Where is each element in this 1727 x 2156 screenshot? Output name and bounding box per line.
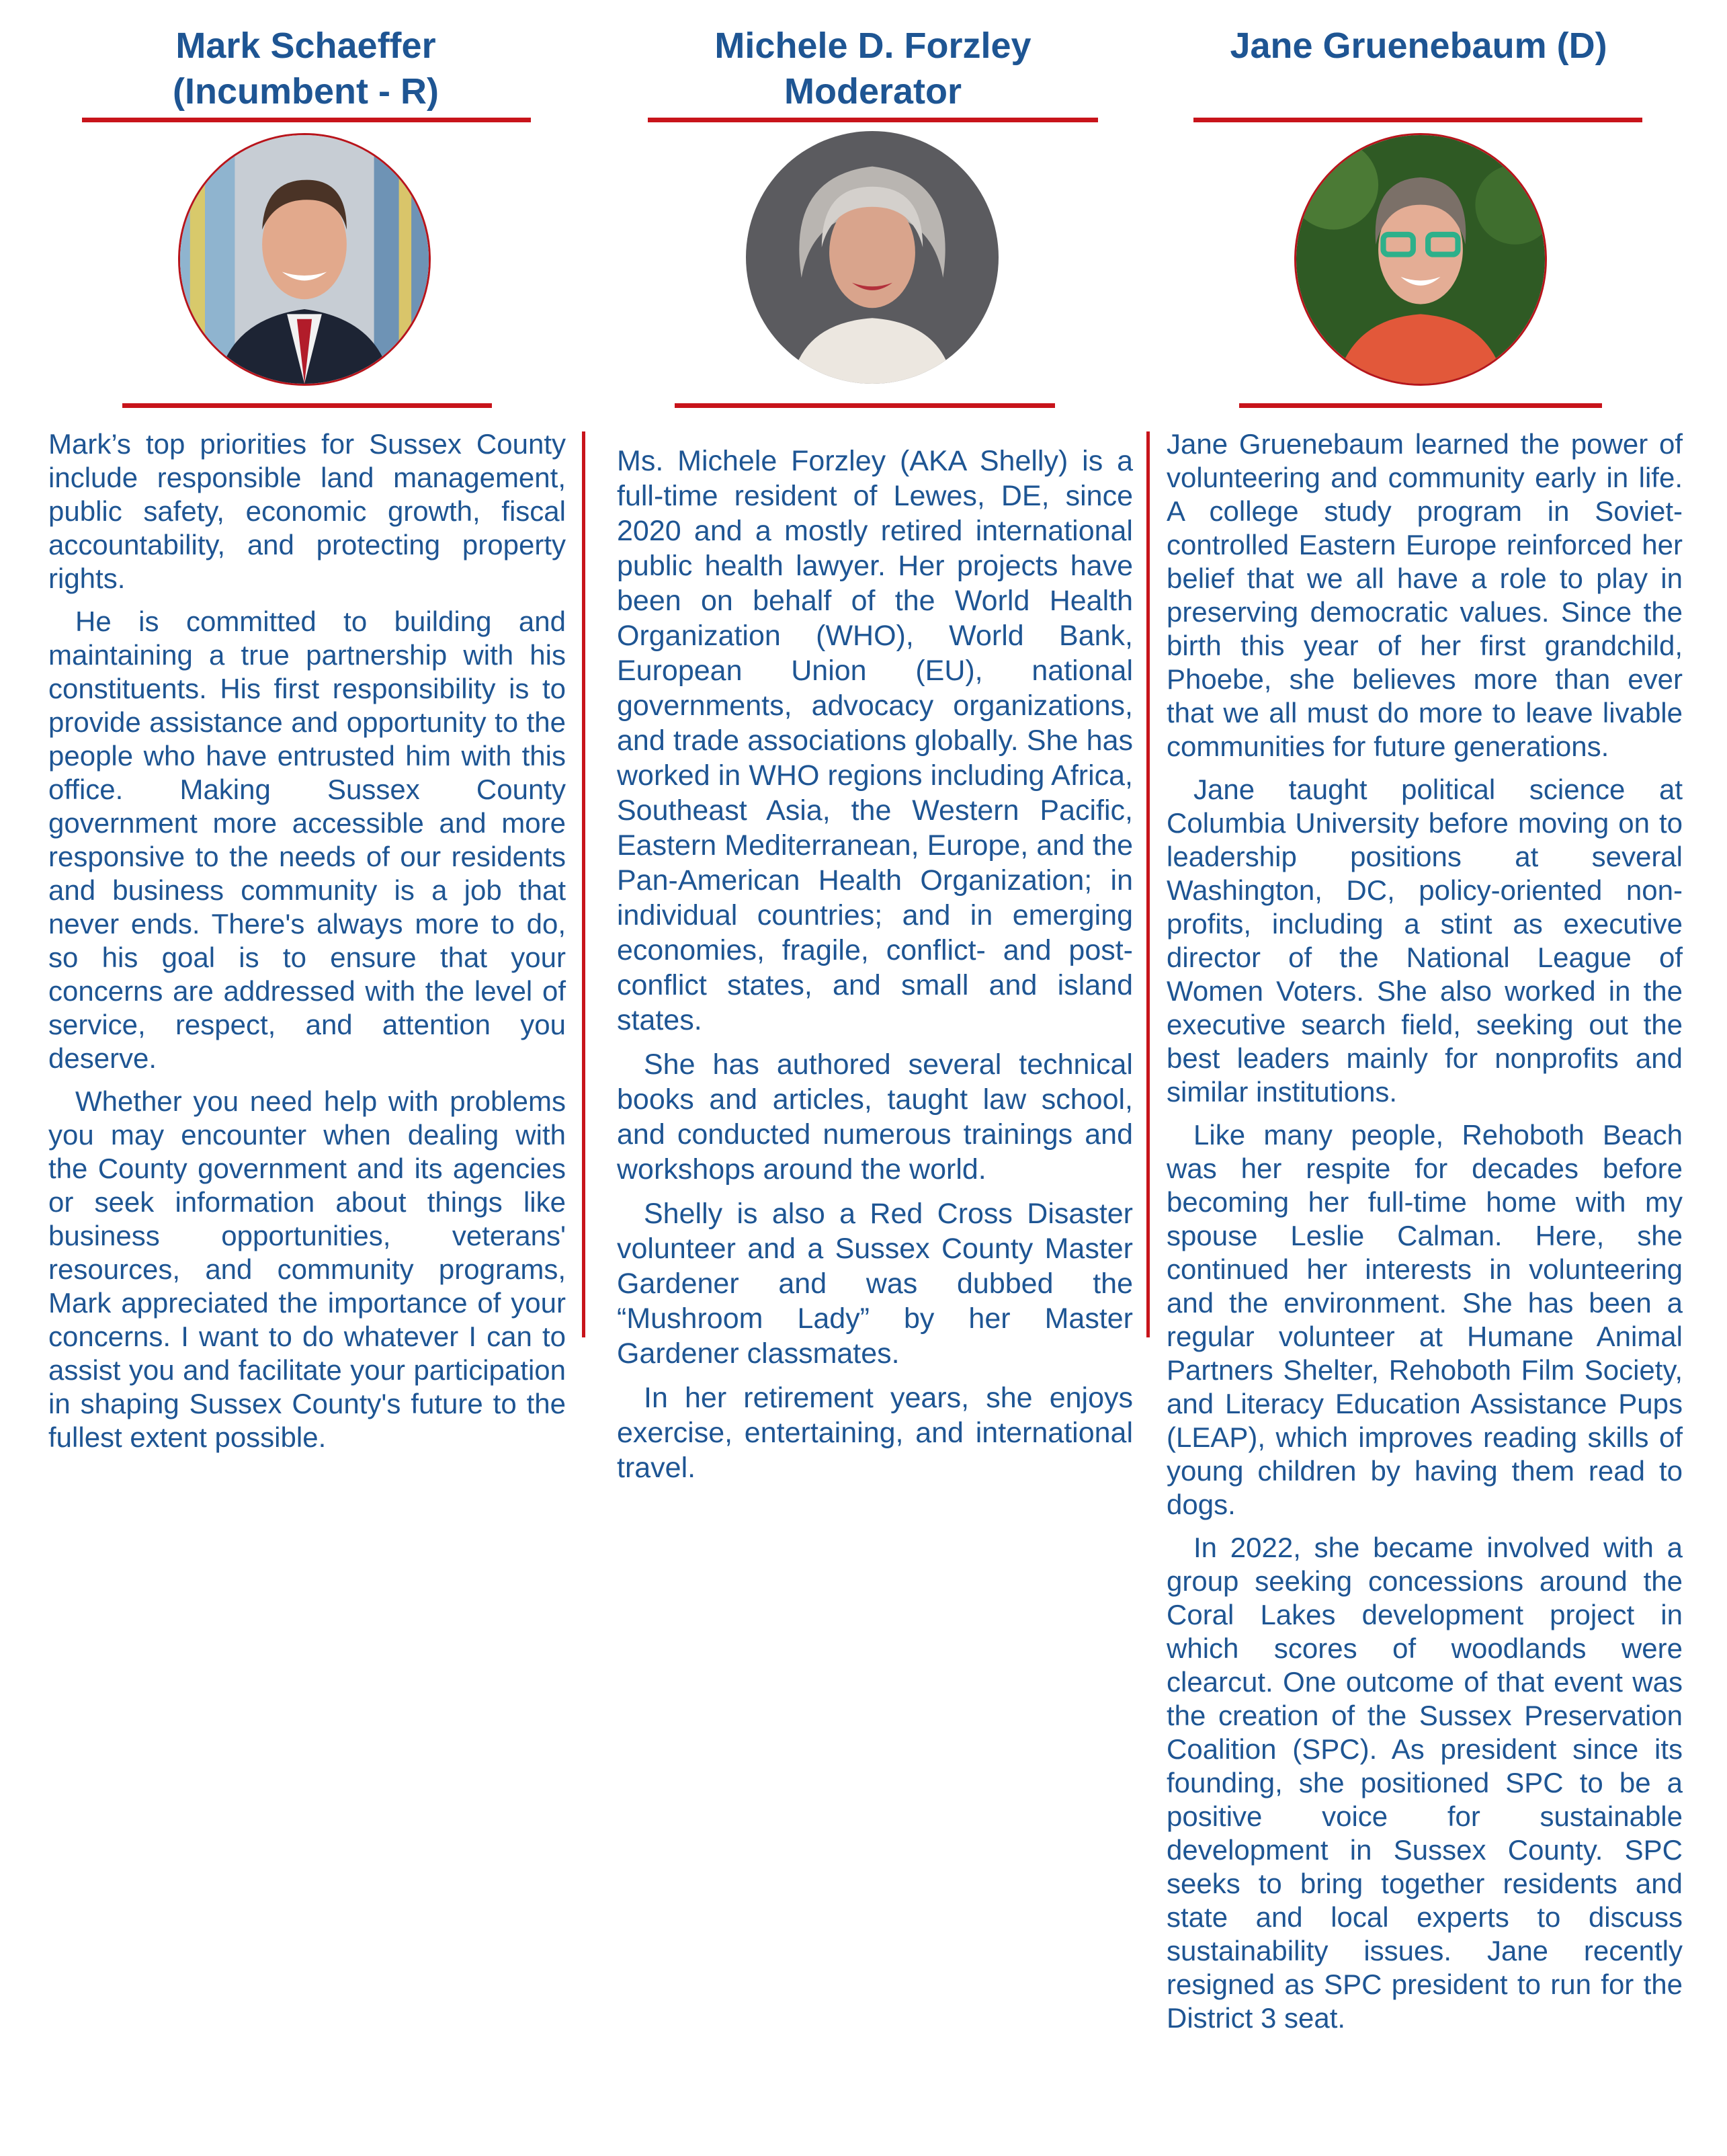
bio-paragraph: He is committed to building and maintaining a true partnership with his constituents. His first responsibility is to provide assistance and opportunity to the people who have entrusted him with this office. Making Sussex County government more accessible and more responsive to the needs of our residents and business community is a job that never ends. There's always more to do, so his goal is to ensure that your concerns are addressed with the level of service, respect, and attention you deserve. xyxy=(48,606,566,1074)
moderator-name: Michele D. Forzley Moderator xyxy=(714,26,1031,112)
bio-paragraph: She has authored several technical books and articles, taught law school, and conducted numerous trainings and workshops around the world. xyxy=(617,1048,1133,1186)
bio-paragraph: Jane Gruenebaum learned the power of volunteering and community early in life. A college study program in Soviet-controlled Eastern Europe reinforced her belief that we all have a role to play in preserving democratic values. Since the birth this year of her first grandchild, Phoebe, she believes more than ever that we all must do more to leave livable communities for future generations. xyxy=(1167,428,1683,762)
bio-paragraph: In 2022, she became involved with a group seeking concessions around the Coral Lakes development project in which scores of woodlands were clearcut. One outcome of that event was the creation of the Sussex Preservation Coalition (SPC). As president since its founding, she positioned SPC to be a positive voice for sustainable development in Sussex County. SPC seeks to bring together residents and state and local experts to discuss sustainability issues. Jane recently resigned as SPC president to run for the District 3 seat. xyxy=(1167,1532,1683,2034)
portrait-photo xyxy=(178,133,431,386)
candidate-name: Jane Gruenebaum (D) xyxy=(1230,26,1607,66)
column-divider xyxy=(582,431,585,1337)
name-underline xyxy=(82,118,531,122)
photo-underline xyxy=(122,403,492,408)
portrait-photo xyxy=(1294,133,1547,386)
candidate-bio xyxy=(1167,427,1683,2044)
portrait-photo xyxy=(746,131,999,384)
moderator-bio xyxy=(617,444,1133,1495)
bio-paragraph: In her retirement years, she enjoys exercise, entertaining, and international travel. xyxy=(617,1382,1133,1484)
candidate-name: Mark Schaeffer (Incumbent - R) xyxy=(173,26,439,112)
bio-paragraph: Jane taught political science at Columbia University before moving on to leadership positions at several Washington, DC, policy-oriented non-profits, including a stint as executive director of the National League of Women Voters. She also worked in the executive search field, seeking out the best leaders mainly for nonprofits and similar institutions. xyxy=(1167,774,1683,1108)
bio-paragraph: Shelly is also a Red Cross Disaster volunteer and a Sussex County Master Gardener and was dubbed the “Mushroom Lady” by her Master Gardener classmates. xyxy=(617,1198,1133,1370)
bio-paragraph: Mark’s top priorities for Sussex County include responsible land management, public safety, economic growth, fiscal accountability, and protecting property rights. xyxy=(48,428,566,594)
name-underline xyxy=(1193,118,1642,122)
photo-underline xyxy=(1239,403,1602,408)
column-divider xyxy=(1146,431,1150,1337)
bio-paragraph: Whether you need help with problems you may encounter when dealing with the County government and its agencies or seek information about things like business opportunities, veterans' resources, and community programs, Mark appreciated the importance of your concerns. I want to do whatever I can to assist you and facilitate your participation in shaping Sussex County's future to the fullest extent possible. xyxy=(48,1085,566,1453)
candidate-bio xyxy=(48,427,566,1464)
bio-paragraph: Like many people, Rehoboth Beach was her respite for decades before becoming her full-time home with my spouse Leslie Calman. Here, she continued her interests in volunteering and the environment. She has been a regular volunteer at Humane Animal Partners Shelter, Rehoboth Film Society, and Literacy Education Assistance Pups (LEAP), which improves reading skills of young children by having them read to dogs. xyxy=(1167,1119,1683,1520)
bio-paragraph: Ms. Michele Forzley (AKA Shelly) is a full-time resident of Lewes, DE, since 2020 and a mostly retired international public health lawyer. Her projects have been on behalf of the World Health Organization (WHO), World Bank, European Union (EU), national governments, advocacy organizations, and trade associations globally. She has worked in WHO regions including Africa, Southeast Asia, the Western Pacific, Eastern Mediterranean, Europe, and the Pan-American Health Organization; in individual countries; and in emerging economies, fragile, conflict- and post-conflict states, and small and island states. xyxy=(617,445,1133,1036)
photo-underline xyxy=(675,403,1055,408)
name-underline xyxy=(648,118,1098,122)
